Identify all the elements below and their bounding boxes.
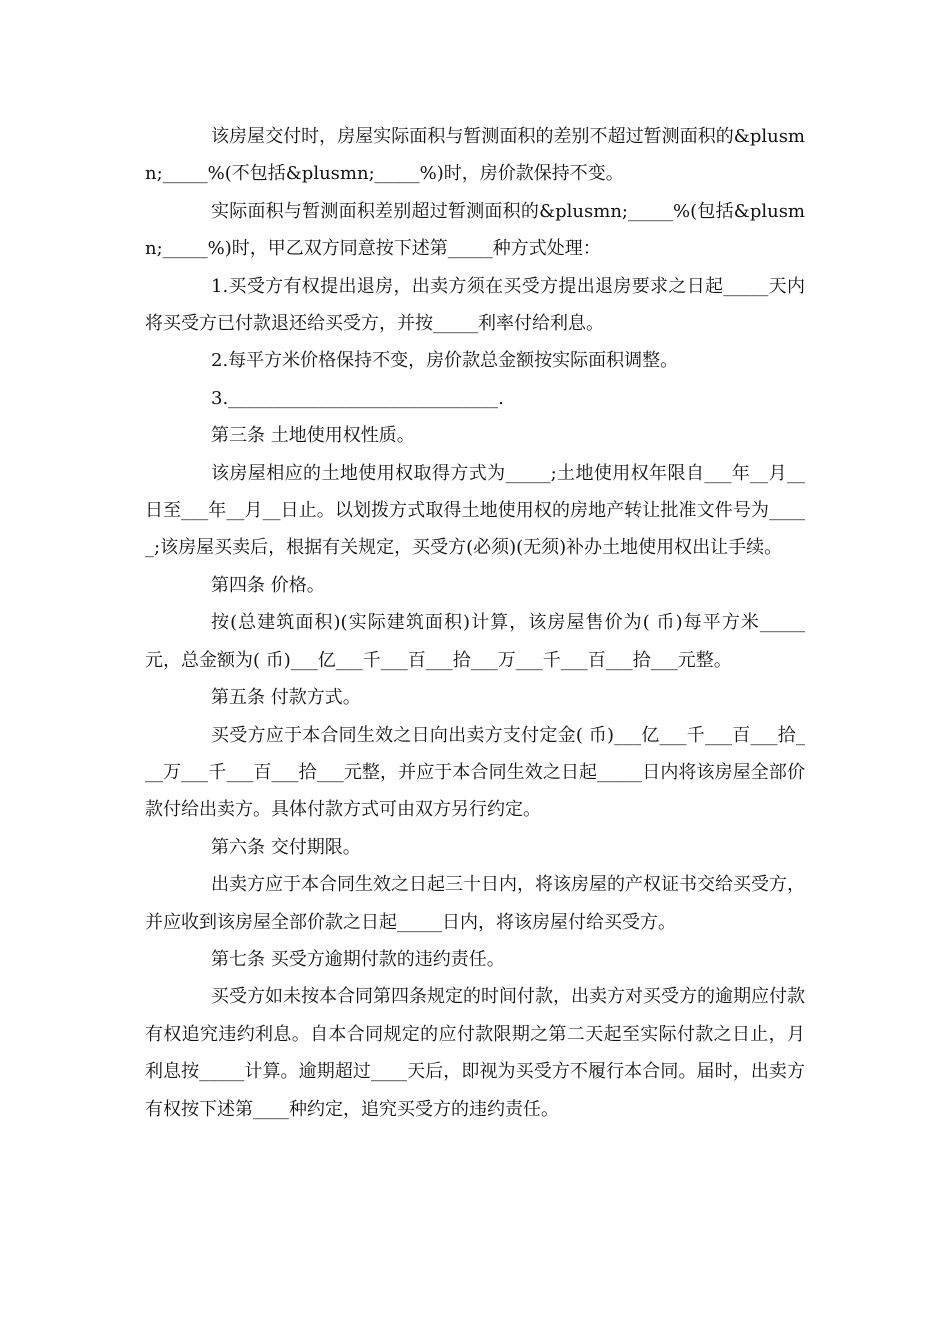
article-3-body: 该房屋相应的土地使用权取得方式为_____;土地使用权年限自___年__月__日至___年__月__日止。以划拨方式取得土地使用权的房地产转让批准文件号为_____;该房屋买卖后，根据有关规定，买受方(必须)(无须)补办土地使用权出让手续。 <box>145 462 805 559</box>
option-1-refund: 1.买受方有权提出退房，出卖方须在买受方提出退房要求之日起_____天内将买受方已付款退还给买受方，并按_____利率付给利息。 <box>145 275 805 335</box>
option-2-adjust: 2.每平方米价格保持不变，房价款总金额按实际面积调整。 <box>211 350 679 372</box>
article-6-body: 出卖方应于本合同生效之日起三十日内，将该房屋的产权证书交给买受方，并应收到该房屋全部价款之日起_____日内，将该房屋付给买受方。 <box>145 874 805 933</box>
contract-page <box>145 118 805 1128</box>
option-3-blank: 3.______________________________. <box>211 387 504 409</box>
article-4-heading: 第四条 价格。 <box>211 574 325 596</box>
clause-area-tolerance: 该房屋交付时，房屋实际面积与暂测面积的差别不超过暂测面积的&plusmn;_____%(不包括&plusmn;_____%)时，房价款保持不变。 <box>145 126 805 185</box>
clause-area-exceed: 实际面积与暂测面积差别超过暂测面积的&plusmn;_____%(包括&plusmn;_____%)时，甲乙双方同意按下述第_____种方式处理： <box>145 200 805 260</box>
article-7-body: 买受方如未按本合同第四条规定的时间付款，出卖方对买受方的逾期应付款有权追究违约利息。自本合同规定的应付款限期之第二天起至实际付款之日止，月利息按_____计算。逾期超过____天后，即视为买受方不履行本合同。届时，出卖方有权按下述第____种约定，追究买受方的违约责任。 <box>145 986 805 1120</box>
article-4-body: 按(总建筑面积)(实际建筑面积)计算，该房屋售价为( 币)每平方米_____元，总金额为( 币)___亿___千___百___拾___万___千___百___拾___元整。 <box>145 612 805 671</box>
article-7-heading: 第七条 买受方逾期付款的违约责任。 <box>211 948 505 970</box>
article-5-body: 买受方应于本合同生效之日向出卖方支付定金( 币)___亿___千___百___拾___万___千___百___拾___元整，并应于本合同生效之日起_____日内将该房屋全部价款付给出卖方。具体付款方式可由双方另行约定。 <box>145 724 805 821</box>
article-6-heading: 第六条 交付期限。 <box>211 836 361 858</box>
article-5-heading: 第五条 付款方式。 <box>211 687 361 709</box>
article-3-heading: 第三条 土地使用权性质。 <box>211 425 415 447</box>
